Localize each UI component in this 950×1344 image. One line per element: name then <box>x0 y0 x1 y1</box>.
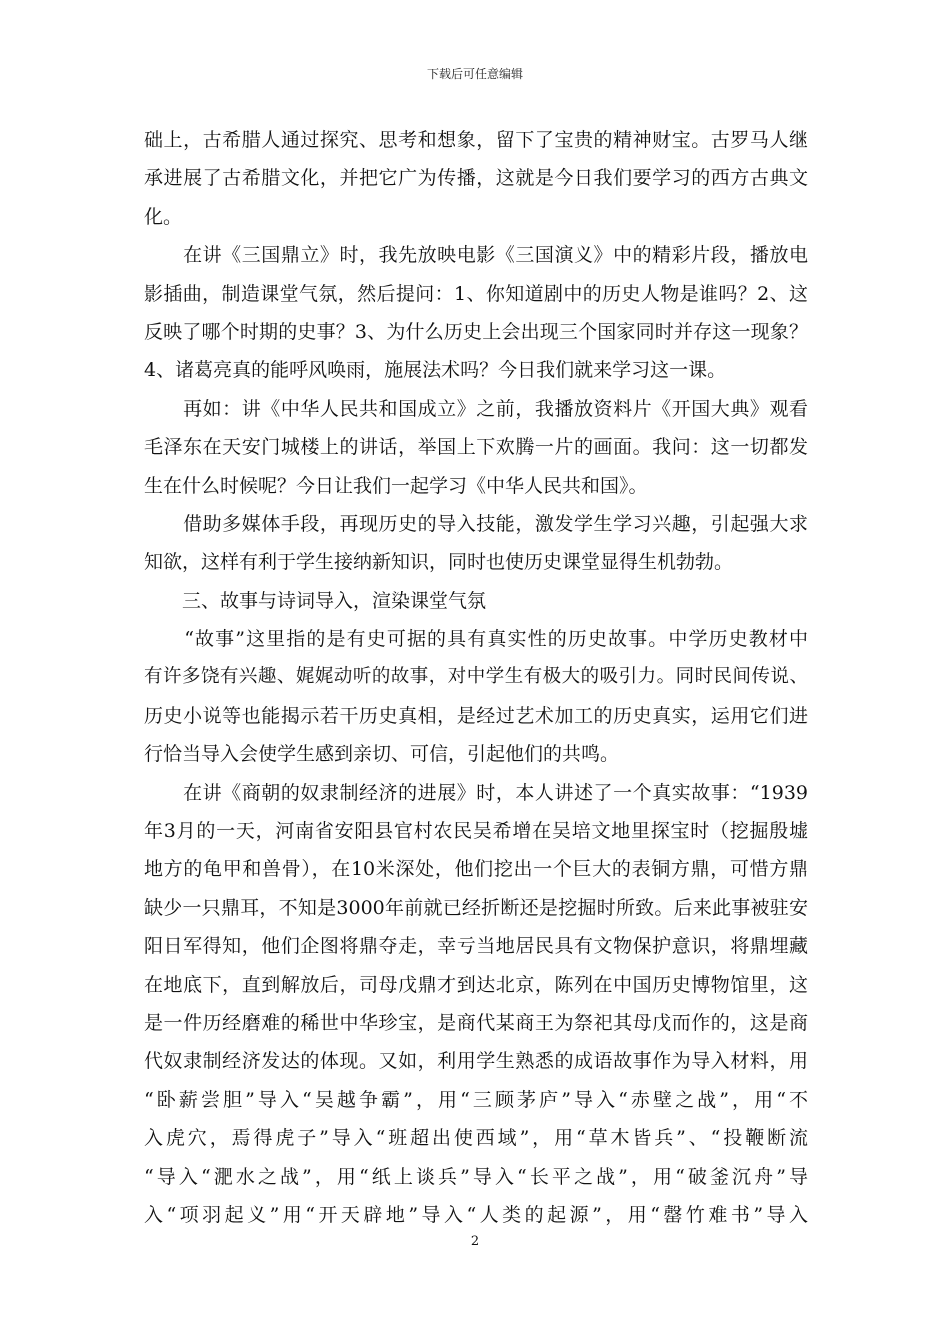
text-line: 行恰当导入会使学生感到亲切、可信，引起他们的共鸣。 <box>144 743 620 766</box>
text-line: 础上，古希腊人通过探究、思考和想象，留下了宝贵的精神财宝。古罗马人继 <box>144 129 808 151</box>
text-line: 生在什么时候呢？今日让我们一起学习《中华人民共和国》。 <box>144 474 648 497</box>
text-line: 地方的龟甲和兽骨），在10米深处，他们挖出一个巨大的表铜方鼎，可惜方鼎 <box>144 858 808 881</box>
text-line: 是一件历经磨难的稀世中华珍宝，是商代某商王为祭祀其母戊而作的，这是商 <box>144 1011 808 1034</box>
text-line: 阳日军得知，他们企图将鼎夺走，幸亏当地居民具有文物保护意识，将鼎埋藏 <box>144 935 808 958</box>
section-heading: 三、故事与诗词导入，渲染课堂气氛 <box>144 589 487 612</box>
document-body <box>144 121 808 1234</box>
text-line: 在讲《三国鼎立》时，我先放映电影《三国演义》中的精彩片段，播放电 <box>144 244 808 267</box>
text-line: 影插曲，制造课堂气氛，然后提问：1、你知道剧中的历史人物是谁吗？2、这 <box>144 282 808 305</box>
text-line: 在讲《商朝的奴隶制经济的进展》时，本人讲述了一个真实故事：“1939 <box>144 781 808 804</box>
text-line: 有许多饶有兴趣、娓娓动听的故事，对中学生有极大的吸引力。同时民间传说、 <box>144 666 808 688</box>
text-line: 4、诸葛亮真的能呼风唤雨，施展法术吗？今日我们就来学习这一课。 <box>144 359 727 382</box>
text-line: 再如：讲《中华人民共和国成立》之前，我播放资料片《开国大典》观看 <box>144 397 808 420</box>
text-line: “故事”这里指的是有史可据的具有真实性的历史故事。中学历史教材中 <box>144 628 808 651</box>
text-line: 在地底下，直到解放后，司母戊鼎才到达北京，陈列在中国历史博物馆里，这 <box>144 973 808 996</box>
text-line: 年3月的一天，河南省安阳县官村农民吴希增在吴培文地里探宝时（挖掘殷墟 <box>144 820 808 843</box>
text-line: 代奴隶制经济发达的体现。又如，利用学生熟悉的成语故事作为导入材料，用 <box>144 1050 808 1073</box>
text-line: 借助多媒体手段，再现历史的导入技能，激发学生学习兴趣，引起强大求 <box>144 512 808 535</box>
text-line: 毛泽东在天安门城楼上的讲话，举国上下欢腾一片的画面。我问：这一切都发 <box>144 436 808 459</box>
text-line: 知欲，这样有利于学生接纳新知识，同时也使历史课堂显得生机勃勃。 <box>144 551 734 574</box>
text-line: 承进展了古希腊文化，并把它广为传播，这就是今日我们要学习的西方古典文 <box>144 167 808 190</box>
page-number: 2 <box>470 1234 480 1249</box>
page-header-note: 下载后可任意编辑 <box>426 67 523 81</box>
text-line: 入“项羽起义”用“开天辟地”导入“人类的起源”，用“罄竹难书”导入 <box>144 1203 808 1226</box>
text-line: 入虎穴，焉得虎子”导入“班超出使西域”，用“草木皆兵”、“投鞭断流 <box>144 1127 808 1150</box>
text-line: “导入“淝水之战”，用“纸上谈兵”导入“长平之战”，用“破釜沉舟”导 <box>144 1165 808 1188</box>
text-line: 缺少一只鼎耳，不知是3000年前就已经折断还是挖掘时所致。后来此事被驻安 <box>144 896 808 919</box>
text-line: 历史小说等也能揭示若干历史真相，是经过艺术加工的历史真实，运用它们进 <box>144 704 808 727</box>
text-line: “卧薪尝胆”导入“吴越争霸”，用“三顾茅庐”导入“赤壁之战”，用“不 <box>144 1088 808 1111</box>
text-line: 化。 <box>144 205 183 228</box>
text-line: 反映了哪个时期的史事？3、为什么历史上会出现三个国家同时并存这一现象？ <box>144 320 808 343</box>
